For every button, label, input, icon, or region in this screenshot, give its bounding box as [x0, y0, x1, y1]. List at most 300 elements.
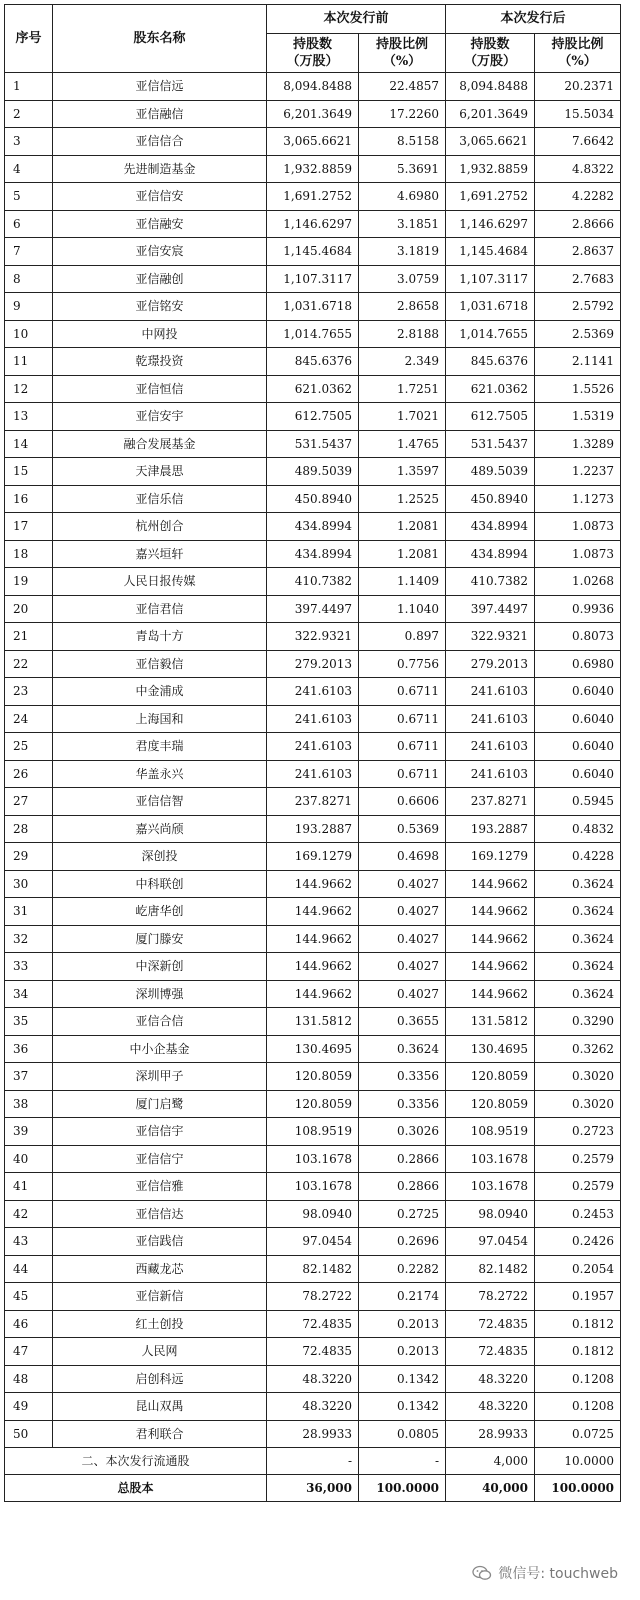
- header-name: 股东名称: [53, 5, 267, 73]
- ratio-before: 0.2725: [359, 1200, 446, 1228]
- shares-before: 6,201.3649: [267, 100, 359, 128]
- shares-before: 3,065.6621: [267, 128, 359, 156]
- ratio-before: 0.4027: [359, 925, 446, 953]
- shares-before: 450.8940: [267, 485, 359, 513]
- row-index: 22: [5, 650, 53, 678]
- ratio-after: 0.2723: [535, 1118, 621, 1146]
- shareholder-name: 亚信信宇: [53, 1118, 267, 1146]
- ratio-before: 4.6980: [359, 183, 446, 211]
- shares-before: 612.7505: [267, 403, 359, 431]
- shares-after: 48.3220: [446, 1393, 535, 1421]
- ratio-after: 0.1812: [535, 1310, 621, 1338]
- table-row: [5, 155, 621, 183]
- shareholder-name: 中网投: [53, 320, 267, 348]
- flow-ratio-after: 10.0000: [535, 1448, 621, 1475]
- ratio-before: 0.1342: [359, 1365, 446, 1393]
- row-index: 18: [5, 540, 53, 568]
- shareholder-name: 亚信新信: [53, 1283, 267, 1311]
- table-body: [5, 73, 621, 1448]
- table-row: [5, 403, 621, 431]
- ratio-before: 0.3356: [359, 1090, 446, 1118]
- shares-before: 237.8271: [267, 788, 359, 816]
- table-row: [5, 1310, 621, 1338]
- shares-before: 397.4497: [267, 595, 359, 623]
- shares-after: 531.5437: [446, 430, 535, 458]
- header-shares-after: 持股数 （万股）: [446, 34, 535, 73]
- ratio-before: 0.6711: [359, 678, 446, 706]
- row-index: 48: [5, 1365, 53, 1393]
- shares-after: 410.7382: [446, 568, 535, 596]
- table-row: [5, 1228, 621, 1256]
- table-row: [5, 320, 621, 348]
- row-index: 39: [5, 1118, 53, 1146]
- ratio-before: 0.6606: [359, 788, 446, 816]
- table-row: [5, 623, 621, 651]
- ratio-after: 1.5526: [535, 375, 621, 403]
- row-index: 41: [5, 1173, 53, 1201]
- shares-after: 97.0454: [446, 1228, 535, 1256]
- shares-after: 72.4835: [446, 1338, 535, 1366]
- ratio-before: 8.5158: [359, 128, 446, 156]
- shares-before: 144.9662: [267, 925, 359, 953]
- shareholder-name: 亚信铭安: [53, 293, 267, 321]
- ratio-before: 22.4857: [359, 73, 446, 101]
- table-row: [5, 458, 621, 486]
- ratio-before: 0.2174: [359, 1283, 446, 1311]
- table-row: [5, 925, 621, 953]
- shares-before: 82.1482: [267, 1255, 359, 1283]
- ratio-before: 1.2081: [359, 513, 446, 541]
- shares-before: 1,014.7655: [267, 320, 359, 348]
- shares-after: 48.3220: [446, 1365, 535, 1393]
- total-ratio-after: 100.0000: [535, 1475, 621, 1502]
- table-row: [5, 705, 621, 733]
- ratio-before: 0.6711: [359, 705, 446, 733]
- table-row: [5, 513, 621, 541]
- table-row: [5, 815, 621, 843]
- table-row: [5, 183, 621, 211]
- shareholder-table: [4, 4, 621, 1502]
- row-index: 47: [5, 1338, 53, 1366]
- shares-before: 241.6103: [267, 733, 359, 761]
- watermark: [472, 1563, 618, 1583]
- shares-before: 28.9933: [267, 1420, 359, 1448]
- total-shares-after: 40,000: [446, 1475, 535, 1502]
- shareholder-name: 融合发展基金: [53, 430, 267, 458]
- shares-before: 845.6376: [267, 348, 359, 376]
- row-index: 50: [5, 1420, 53, 1448]
- row-index: 46: [5, 1310, 53, 1338]
- row-index: 19: [5, 568, 53, 596]
- table-row: [5, 843, 621, 871]
- table-row: [5, 100, 621, 128]
- row-index: 13: [5, 403, 53, 431]
- row-index: 42: [5, 1200, 53, 1228]
- shareholder-name: 启创科远: [53, 1365, 267, 1393]
- shares-before: 434.8994: [267, 513, 359, 541]
- shares-after: 72.4835: [446, 1310, 535, 1338]
- ratio-before: 1.2081: [359, 540, 446, 568]
- document-page: [4, 4, 620, 1502]
- flow-shares-before: -: [267, 1448, 359, 1475]
- row-index: 28: [5, 815, 53, 843]
- ratio-before: 3.0759: [359, 265, 446, 293]
- row-index: 36: [5, 1035, 53, 1063]
- shares-after: 103.1678: [446, 1173, 535, 1201]
- shareholder-name: 亚信信智: [53, 788, 267, 816]
- shares-before: 1,107.3117: [267, 265, 359, 293]
- row-index: 15: [5, 458, 53, 486]
- shares-before: 72.4835: [267, 1310, 359, 1338]
- shares-before: 279.2013: [267, 650, 359, 678]
- shares-before: 120.8059: [267, 1090, 359, 1118]
- shares-after: 144.9662: [446, 980, 535, 1008]
- row-index: 9: [5, 293, 53, 321]
- table-row: [5, 1035, 621, 1063]
- row-index: 32: [5, 925, 53, 953]
- table-row: [5, 1090, 621, 1118]
- shares-after: 450.8940: [446, 485, 535, 513]
- flow-shares-row: [5, 1448, 621, 1475]
- row-index: 17: [5, 513, 53, 541]
- ratio-after: 1.1273: [535, 485, 621, 513]
- shareholder-name: 中深新创: [53, 953, 267, 981]
- ratio-after: 0.2453: [535, 1200, 621, 1228]
- shares-after: 1,107.3117: [446, 265, 535, 293]
- table-row: [5, 898, 621, 926]
- ratio-before: 0.2696: [359, 1228, 446, 1256]
- shareholder-name: 乾璟投资: [53, 348, 267, 376]
- shares-after: 144.9662: [446, 925, 535, 953]
- table-row: [5, 760, 621, 788]
- shareholder-name: 中金浦成: [53, 678, 267, 706]
- ratio-after: 0.3624: [535, 925, 621, 953]
- ratio-after: 2.8666: [535, 210, 621, 238]
- ratio-after: 0.2054: [535, 1255, 621, 1283]
- header-ratio-before: 持股比例 （%）: [359, 34, 446, 73]
- shares-before: 108.9519: [267, 1118, 359, 1146]
- table-row: [5, 265, 621, 293]
- shares-before: 193.2887: [267, 815, 359, 843]
- ratio-after: 2.5369: [535, 320, 621, 348]
- row-index: 2: [5, 100, 53, 128]
- shares-after: 8,094.8488: [446, 73, 535, 101]
- ratio-before: 0.4698: [359, 843, 446, 871]
- row-index: 49: [5, 1393, 53, 1421]
- ratio-before: 0.7756: [359, 650, 446, 678]
- shareholder-name: 亚信融创: [53, 265, 267, 293]
- shares-after: 3,065.6621: [446, 128, 535, 156]
- table-row: [5, 733, 621, 761]
- ratio-after: 1.3289: [535, 430, 621, 458]
- ratio-after: 0.3624: [535, 953, 621, 981]
- row-index: 24: [5, 705, 53, 733]
- shares-after: 6,201.3649: [446, 100, 535, 128]
- ratio-before: 0.2866: [359, 1173, 446, 1201]
- shares-before: 48.3220: [267, 1393, 359, 1421]
- shares-after: 108.9519: [446, 1118, 535, 1146]
- shares-before: 48.3220: [267, 1365, 359, 1393]
- ratio-before: 1.3597: [359, 458, 446, 486]
- ratio-after: 0.0725: [535, 1420, 621, 1448]
- table-row: [5, 1118, 621, 1146]
- row-index: 31: [5, 898, 53, 926]
- shares-after: 322.9321: [446, 623, 535, 651]
- shareholder-name: 亚信君信: [53, 595, 267, 623]
- shares-before: 1,146.6297: [267, 210, 359, 238]
- ratio-after: 0.9936: [535, 595, 621, 623]
- row-index: 26: [5, 760, 53, 788]
- shares-after: 489.5039: [446, 458, 535, 486]
- ratio-after: 2.7683: [535, 265, 621, 293]
- ratio-after: 0.8073: [535, 623, 621, 651]
- ratio-before: 0.2013: [359, 1310, 446, 1338]
- row-index: 4: [5, 155, 53, 183]
- shares-before: 103.1678: [267, 1145, 359, 1173]
- ratio-after: 1.0268: [535, 568, 621, 596]
- row-index: 45: [5, 1283, 53, 1311]
- header-index: 序号: [5, 5, 53, 73]
- table-row: [5, 678, 621, 706]
- row-index: 5: [5, 183, 53, 211]
- shareholder-name: 亚信安宇: [53, 403, 267, 431]
- row-index: 43: [5, 1228, 53, 1256]
- table-row: [5, 1173, 621, 1201]
- wechat-icon: [472, 1565, 492, 1581]
- ratio-before: 2.349: [359, 348, 446, 376]
- shares-before: 144.9662: [267, 870, 359, 898]
- row-index: 7: [5, 238, 53, 266]
- ratio-after: 0.4228: [535, 843, 621, 871]
- ratio-before: 1.4765: [359, 430, 446, 458]
- shares-before: 169.1279: [267, 843, 359, 871]
- row-index: 27: [5, 788, 53, 816]
- row-index: 3: [5, 128, 53, 156]
- shares-after: 1,146.6297: [446, 210, 535, 238]
- row-index: 20: [5, 595, 53, 623]
- table-row: [5, 650, 621, 678]
- row-index: 16: [5, 485, 53, 513]
- table-row: [5, 485, 621, 513]
- shares-before: 434.8994: [267, 540, 359, 568]
- shareholder-name: 亚信融信: [53, 100, 267, 128]
- row-index: 35: [5, 1008, 53, 1036]
- shares-after: 103.1678: [446, 1145, 535, 1173]
- shares-after: 237.8271: [446, 788, 535, 816]
- shares-before: 103.1678: [267, 1173, 359, 1201]
- shareholder-name: 亚信毅信: [53, 650, 267, 678]
- shareholder-name: 嘉兴尚颀: [53, 815, 267, 843]
- table-row: [5, 870, 621, 898]
- shareholder-name: 上海国和: [53, 705, 267, 733]
- row-index: 10: [5, 320, 53, 348]
- shareholder-name: 深圳甲子: [53, 1063, 267, 1091]
- shareholder-name: 君利联合: [53, 1420, 267, 1448]
- shares-after: 130.4695: [446, 1035, 535, 1063]
- table-row: [5, 375, 621, 403]
- shares-after: 1,145.4684: [446, 238, 535, 266]
- shares-before: 241.6103: [267, 705, 359, 733]
- ratio-before: 0.897: [359, 623, 446, 651]
- total-shares-before: 36,000: [267, 1475, 359, 1502]
- ratio-before: 0.3655: [359, 1008, 446, 1036]
- total-label: 总股本: [5, 1475, 267, 1502]
- shareholder-name: 君度丰瑞: [53, 733, 267, 761]
- shares-before: 144.9662: [267, 980, 359, 1008]
- shares-after: 120.8059: [446, 1090, 535, 1118]
- shares-before: 1,145.4684: [267, 238, 359, 266]
- ratio-after: 2.5792: [535, 293, 621, 321]
- table-row: [5, 1063, 621, 1091]
- shares-before: 130.4695: [267, 1035, 359, 1063]
- table-row: [5, 953, 621, 981]
- shareholder-name: 先进制造基金: [53, 155, 267, 183]
- shares-after: 241.6103: [446, 678, 535, 706]
- shares-after: 434.8994: [446, 540, 535, 568]
- ratio-after: 1.0873: [535, 540, 621, 568]
- shares-after: 845.6376: [446, 348, 535, 376]
- shareholder-name: 厦门启鹭: [53, 1090, 267, 1118]
- ratio-after: 4.8322: [535, 155, 621, 183]
- shares-before: 120.8059: [267, 1063, 359, 1091]
- shares-after: 144.9662: [446, 898, 535, 926]
- header-row-1: [5, 5, 621, 34]
- ratio-before: 0.4027: [359, 898, 446, 926]
- header-shares-before: 持股数 （万股）: [267, 34, 359, 73]
- row-index: 23: [5, 678, 53, 706]
- shares-before: 531.5437: [267, 430, 359, 458]
- row-index: 8: [5, 265, 53, 293]
- table-row: [5, 210, 621, 238]
- shareholder-name: 屹唐华创: [53, 898, 267, 926]
- ratio-after: 0.3624: [535, 898, 621, 926]
- table-row: [5, 540, 621, 568]
- ratio-before: 0.2013: [359, 1338, 446, 1366]
- shares-before: 144.9662: [267, 953, 359, 981]
- ratio-before: 0.0805: [359, 1420, 446, 1448]
- table-row: [5, 788, 621, 816]
- total-ratio-before: 100.0000: [359, 1475, 446, 1502]
- row-index: 29: [5, 843, 53, 871]
- shares-before: 1,932.8859: [267, 155, 359, 183]
- shareholder-name: 亚信安宸: [53, 238, 267, 266]
- shares-after: 241.6103: [446, 733, 535, 761]
- row-index: 33: [5, 953, 53, 981]
- table-row: [5, 430, 621, 458]
- ratio-after: 15.5034: [535, 100, 621, 128]
- shareholder-name: 亚信恒信: [53, 375, 267, 403]
- table-row: [5, 1338, 621, 1366]
- shares-after: 144.9662: [446, 953, 535, 981]
- ratio-after: 1.5319: [535, 403, 621, 431]
- ratio-before: 0.5369: [359, 815, 446, 843]
- shares-after: 434.8994: [446, 513, 535, 541]
- ratio-before: 0.3356: [359, 1063, 446, 1091]
- shares-after: 397.4497: [446, 595, 535, 623]
- total-row: [5, 1475, 621, 1502]
- shareholder-name: 天津晨思: [53, 458, 267, 486]
- header-after: 本次发行后: [446, 5, 621, 34]
- ratio-before: 0.2282: [359, 1255, 446, 1283]
- shareholder-name: 亚信信安: [53, 183, 267, 211]
- ratio-after: 0.3020: [535, 1063, 621, 1091]
- ratio-after: 0.6040: [535, 678, 621, 706]
- shareholder-name: 亚信融安: [53, 210, 267, 238]
- shareholder-name: 深创投: [53, 843, 267, 871]
- ratio-before: 0.1342: [359, 1393, 446, 1421]
- table-row: [5, 238, 621, 266]
- shares-before: 98.0940: [267, 1200, 359, 1228]
- table-row: [5, 1145, 621, 1173]
- ratio-after: 20.2371: [535, 73, 621, 101]
- shares-before: 322.9321: [267, 623, 359, 651]
- table-row: [5, 1365, 621, 1393]
- row-index: 37: [5, 1063, 53, 1091]
- table-row: [5, 348, 621, 376]
- ratio-after: 0.2426: [535, 1228, 621, 1256]
- ratio-before: 2.8188: [359, 320, 446, 348]
- shares-after: 120.8059: [446, 1063, 535, 1091]
- row-index: 38: [5, 1090, 53, 1118]
- shares-before: 241.6103: [267, 760, 359, 788]
- ratio-after: 0.1208: [535, 1365, 621, 1393]
- shares-after: 1,014.7655: [446, 320, 535, 348]
- ratio-before: 1.7251: [359, 375, 446, 403]
- ratio-before: 0.6711: [359, 760, 446, 788]
- ratio-before: 0.2866: [359, 1145, 446, 1173]
- shareholder-name: 西藏龙芯: [53, 1255, 267, 1283]
- shareholder-name: 人民网: [53, 1338, 267, 1366]
- shareholder-name: 亚信信合: [53, 128, 267, 156]
- table-row: [5, 1008, 621, 1036]
- shareholder-name: 华盖永兴: [53, 760, 267, 788]
- table-row: [5, 128, 621, 156]
- row-index: 44: [5, 1255, 53, 1283]
- table-row: [5, 1283, 621, 1311]
- ratio-after: 2.8637: [535, 238, 621, 266]
- ratio-before: 1.1409: [359, 568, 446, 596]
- row-index: 6: [5, 210, 53, 238]
- header-ratio-after: 持股比例 （%）: [535, 34, 621, 73]
- ratio-after: 0.1208: [535, 1393, 621, 1421]
- flow-label: 二、本次发行流通股: [5, 1448, 267, 1475]
- shareholder-name: 人民日报传媒: [53, 568, 267, 596]
- shareholder-name: 中小企基金: [53, 1035, 267, 1063]
- ratio-after: 0.6980: [535, 650, 621, 678]
- shareholder-name: 亚信信远: [53, 73, 267, 101]
- shareholder-name: 青岛十方: [53, 623, 267, 651]
- table-row: [5, 73, 621, 101]
- shares-before: 241.6103: [267, 678, 359, 706]
- ratio-before: 5.3691: [359, 155, 446, 183]
- shares-after: 241.6103: [446, 760, 535, 788]
- shares-after: 241.6103: [446, 705, 535, 733]
- shareholder-name: 厦门滕安: [53, 925, 267, 953]
- shares-after: 621.0362: [446, 375, 535, 403]
- ratio-after: 7.6642: [535, 128, 621, 156]
- ratio-before: 2.8658: [359, 293, 446, 321]
- row-index: 1: [5, 73, 53, 101]
- ratio-before: 1.1040: [359, 595, 446, 623]
- ratio-before: 3.1851: [359, 210, 446, 238]
- shares-after: 28.9933: [446, 1420, 535, 1448]
- shares-before: 621.0362: [267, 375, 359, 403]
- ratio-before: 0.3624: [359, 1035, 446, 1063]
- shares-before: 144.9662: [267, 898, 359, 926]
- shareholder-name: 嘉兴垣轩: [53, 540, 267, 568]
- ratio-after: 0.3624: [535, 870, 621, 898]
- table-row: [5, 568, 621, 596]
